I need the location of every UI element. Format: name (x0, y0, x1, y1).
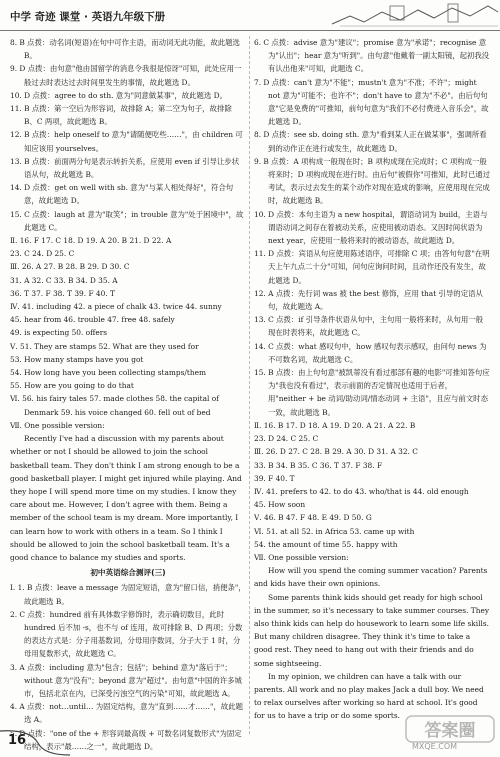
answer-line: 2. C 点拨：hundred 前有具体数字修饰时，表示确切数目，此时 hundred 后不加 -s，也不与 of 连用，故可排除 B、D 两项；分数的表达方式是：分子用基数词，分母用序数词，分子大于 1 时，分母用复数形式，故此题选 C。 (10, 609, 243, 659)
answer-line: 3. A 点拨：including 意为"包含；包括"；behind 意为"落后于"；without 意为"没有"；beyond 意为"超过"。由句意"中国的许多城市，包括北京在内，已深受污浊空气的污染"可知，故此题选 A。 (10, 662, 242, 698)
answer-line: 5. D 点拨："one of the + 形容词最高级 + 可数名词复数形式"为固定结构，表示"最……之一"，故此题选 D。 (10, 728, 242, 751)
answer-line: 15. B 点拨：由上句句意"被凯蒂没有看过那部有趣的电影"可推知答句应为"我也没有看过"，表示前面的否定情况也适用于后者，用"neither + be 动词/助动词/情态动词 + 主语"，且应与前文时态一致，故此题选 B。 (254, 368, 490, 417)
answer-line: 31. A 32. C 33. B 34. D 35. A (10, 275, 118, 285)
answer-line: 8. D 点拨：see sb. doing sth. 意为"看到某人正在做某事"，强调所看到的动作正在进行或发生，故此题选 D。 (254, 130, 487, 153)
answer-line: 11. D 点拨：宾语从句应使用陈述语序，可排除 C 项；由答句句意"在明天上午九点二十分"可知，问句应询问时间，且动作还没有发生，故此题选 D。 (254, 249, 490, 285)
svg-text:答案圈: 答案圈 (424, 721, 476, 741)
answer-line: Ⅲ. 26. A 27. B 28. B 29. D 30. C (10, 262, 130, 272)
answer-line: 4. A 点拨：not…until… 为固定结构，意为"直到……才……"，故此题选 A。 (10, 702, 244, 725)
watermark-url: MXQE.COM (412, 742, 458, 751)
answer-line: How will you spend the coming summer vacation? Parents and kids have their own opinions. (254, 566, 488, 589)
answer-line: 10. D 点拨：本句主语为 a new hospital，谓语动词为 build，主语与谓语动词之间存在着被动关系，应使用被动语态。又因时间状语为 next year，应使用一般将来时的被动语态，故此题选 D。 (254, 209, 488, 246)
answer-line: 23. C 24. D 25. C (10, 249, 75, 259)
answer-line: Ⅵ. 56. his fairy tales 57. made clothes 58. the capital of Denmark 59. his voice changed 60. fell out of bed (10, 394, 219, 417)
answer-line: Ⅱ. 16. B 17. D 18. A 19. D 20. A 21. A 22. B (254, 420, 416, 430)
answer-line: 12. B 点拨：help oneself to 意为"请随便吃些……"，由 children 可知应该用 yourselves。 (10, 130, 243, 153)
answer-line: 49. is expecting 50. offers (10, 328, 108, 338)
answer-line: Ⅳ. 41. prefers to 42. to do 43. who/that is 44. old enough (254, 486, 469, 496)
right-answer-column (254, 36, 490, 723)
answer-line: 36. T 37. F 38. T 39. F 40. T (10, 288, 115, 298)
answer-line: 54. How long have you been collecting stamps/them (10, 368, 207, 378)
answer-line: 12. A 点拨：先行词 was 被 the best 修饰，应用 that 引导的定语从句，故此题选 A。 (254, 288, 483, 312)
answer-line: Ⅶ. One possible version: (10, 420, 105, 430)
answer-line: 14. D 点拨：get on well with sb. 意为"与某人相处得好"，符合句意，故此题选 D。 (10, 183, 234, 206)
answer-line: 39. F 40. T (254, 473, 295, 483)
answer-line: Ⅵ. 51. at all 52. in Africa 53. came up with (254, 526, 415, 536)
answer-line: Recently I've had a discussion with my parents about whether or not I should be allowed to join the school basketball team. They don't think I am strong enough to be a good basketball player. I might get injured while playing. And they hope I will spend more time on my studies. I know they care about me. However, I don't agree with them. Being a member of the school team is my dream. More importantly, I can learn how to work with others in a team. So I think I should be allowed to join the school basketball team. It's a good chance to balance my studies and sports. (10, 434, 242, 562)
answer-line: Ⅲ. 26. D 27. C 28. B 29. A 30. D 31. A 32. C (254, 447, 418, 457)
page-number: 16 (8, 733, 27, 748)
column-divider (249, 36, 250, 734)
answer-line: Some parents think kids should get ready for high school in the summer, so it's necessary to take summer courses. They also think kids can help do housework to learn some life skills. But many children disagree. They think it's time to take a good rest. They need to hang out with their friends and do some sightseeing. (254, 592, 490, 668)
answer-line: 33. B 34. B 35. C 36. T 37. F 38. F (254, 460, 383, 470)
answer-line: 7. D 点拨：can't 意为"不能"；mustn't 意为"不准；不许"；might not 意为"可能不；也许不"；don't have to 意为"不必"。由后句句意"它是免费的"可推知，前句句意为"我们不必付费进入音乐会"，故此题选 D。 (254, 77, 489, 127)
answer-line: Ⅴ. 46. B 47. F 48. E 49. D 50. G (254, 513, 372, 523)
answer-line: 14. C 点拨：what 感叹句中，how 感叹句表示感叹，由问句 news 为不可数名词，故此题选 C。 (254, 341, 487, 364)
answer-line: 11. B 点拨：第一空后为形容词，故排除 A；第二空为句子，故排除 B、C 两项，故此题选 B。 (10, 104, 232, 127)
answer-line: 55. How are you going to do that (10, 381, 134, 391)
answer-line: 9. D 点拨：由句意"他由国留学的消息令我很是惊讶"可知，此处应用一般过去时表达过去时间里发生的事情，故此题选 D。 (10, 64, 242, 87)
answer-line: 15. C 点拨：laugh at 意为"取笑"；in trouble 意为"处于困境中"，故此题选 C。 (10, 209, 244, 232)
answer-line: 13. B 点拨：前面两分句是表示转折关系，应使用 even if 引导让步状语从句，故此题选 B。 (10, 156, 240, 180)
answer-line: Ⅶ. One possible version: (254, 552, 349, 562)
answer-line: 9. B 点拨：A 项构成一般现在时；B 项构成现在完成时；C 项构成一般将来时；D 项构成现在进行时。由后句"被假你"可推知，此时已通过考试，表示过去发生的某个动作对现在造成的影响，应使用现在完成时，故此题选 B。 (254, 156, 491, 206)
page-header (0, 0, 500, 31)
answer-line: 10. D 点拨：agree to do sth. 意为"同意做某事"，故此题选 D。 (10, 90, 227, 100)
answer-line: 8. B 点拨：动名词(短语)在句中可作主语，而动词无此功能，故此题选 B。 (10, 38, 240, 61)
answer-line: Ⅳ. 41. including 42. a piece of chalk 43. twice 44. sunny (10, 302, 222, 312)
answer-line: 23. D 24. C 25. C (254, 434, 319, 444)
answer-line: 45. How soon (254, 500, 306, 510)
answer-line: 13. C 点拨：if 引导条件状语从句中，主句用一般将来时，从句用一般现在时表将来，故此题选 C。 (254, 315, 484, 338)
answer-line: Ⅰ. 1. B 点拨：leave a message 为固定短语，意为"留口信，捎便条"，故此题选 B。 (10, 583, 246, 606)
answer-line: 54. the amount of time 55. happy with (254, 539, 398, 549)
answer-line: 53. How many stamps have you got (10, 354, 144, 364)
header-decoration-art (330, 0, 500, 28)
section-title: 初中英语综合测评(三) (90, 568, 166, 578)
answer-line: In my opinion, we children can have a talk with our parents. All work and no play makes Jack a dull boy. We need to relax ourselves after working so hard at school. It's good for us to have a trip or do some sports. (254, 671, 484, 721)
answer-line: 45. hear from 46. trouble 47. free 48. safely (10, 315, 175, 325)
page-header-title: 中学 奇迹 课堂 · 英语九年级下册 (10, 11, 166, 23)
answer-line: 6. C 点拨：advise 意为"建议"；promise 意为"承诺"；recognise 意为"认出"；hear 意为"听到"。由句意"他戴着一副太阳镜，起初我没有认出他来"可知，此题选 C。 (254, 38, 490, 74)
answer-line: Ⅱ. 16. F 17. C 18. D 19. A 20. B 21. D 22. A (10, 236, 172, 246)
answer-line: Ⅴ. 51. They are stamps 52. What are they used for (10, 341, 199, 351)
left-answer-column (10, 36, 246, 753)
